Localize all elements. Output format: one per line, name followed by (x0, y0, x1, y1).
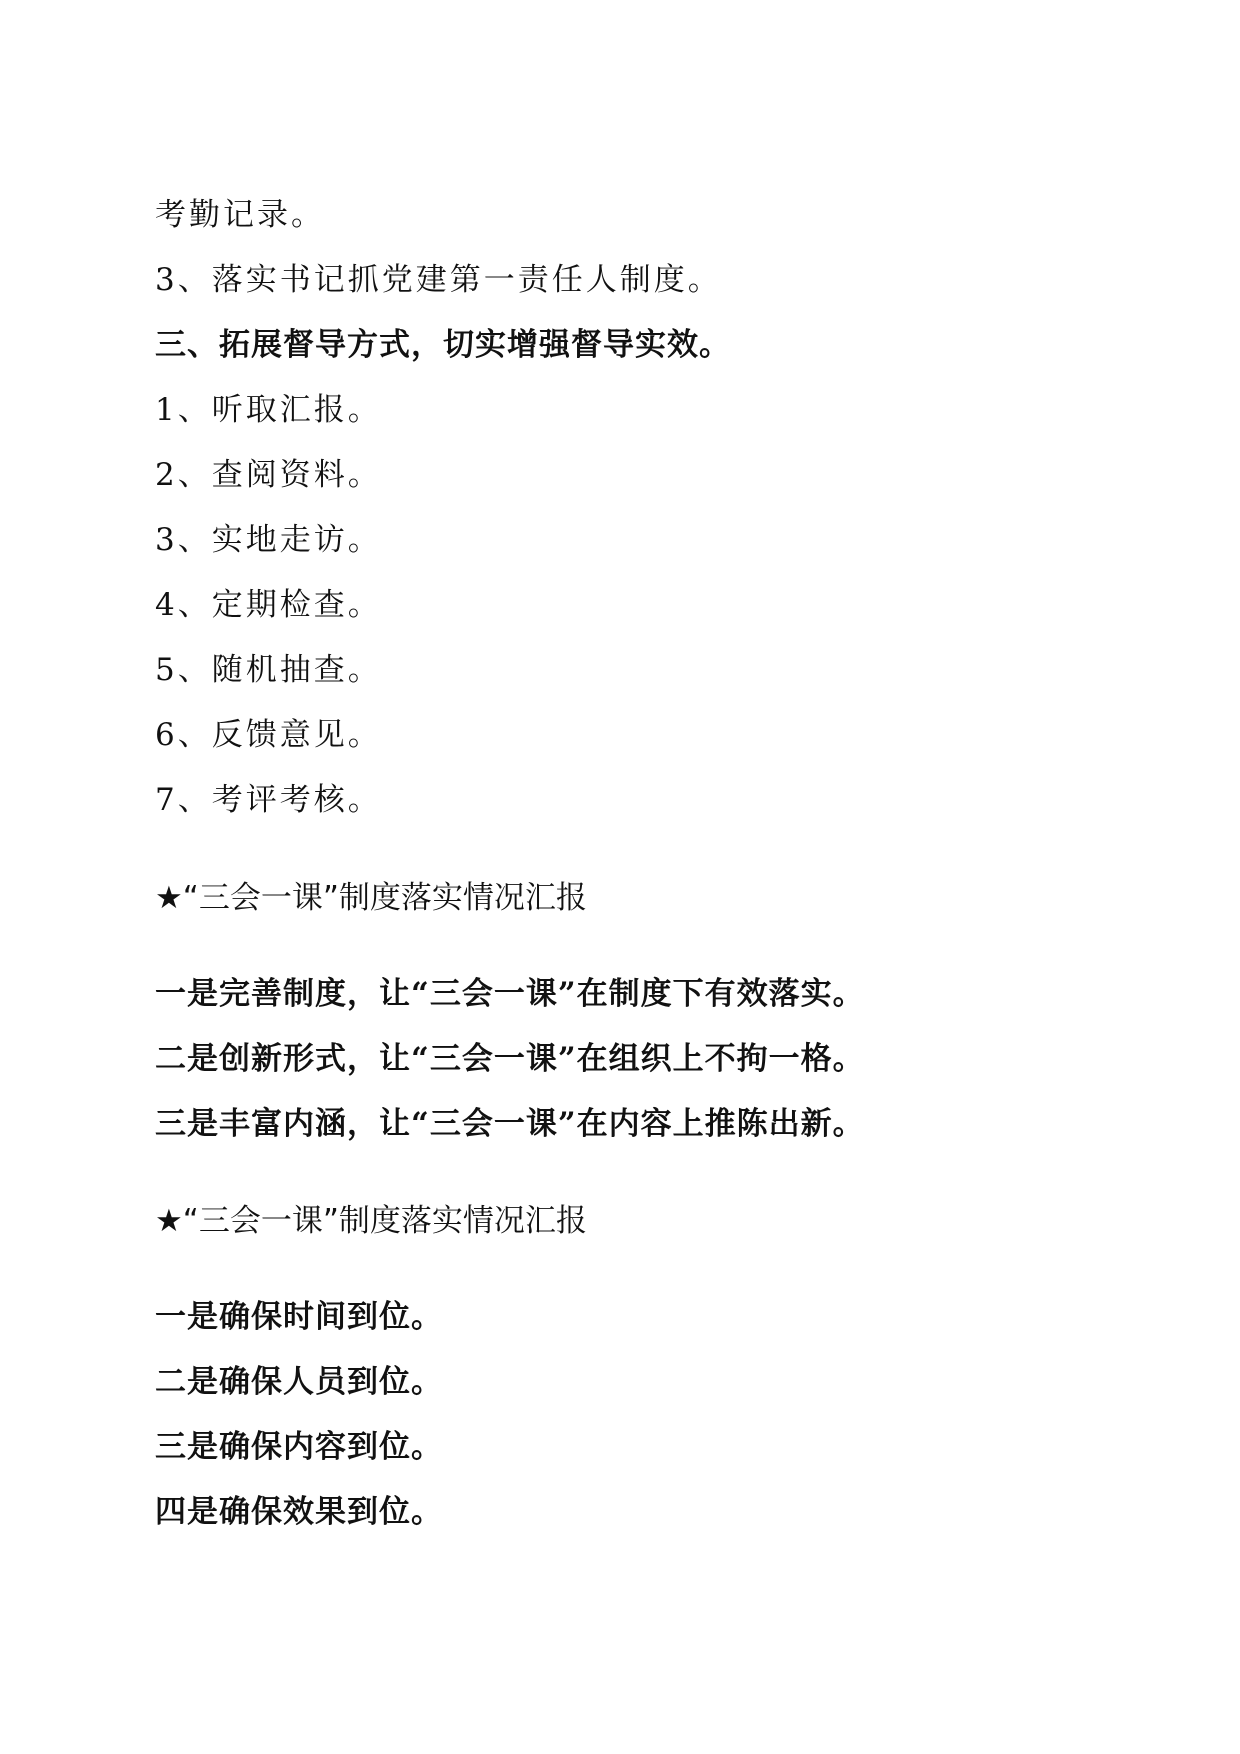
point-1-improve-system: 一是完善制度，让“三会一课”在制度下有效落实。 (155, 976, 865, 1012)
report-heading-1: ★“三会一课”制度落实情况汇报 (155, 880, 587, 916)
point-3-enrich-content: 三是丰富内涵，让“三会一课”在内容上推陈出新。 (155, 1106, 865, 1142)
list-item-6: 6、反馈意见。 (155, 717, 382, 753)
point-4-effect: 四是确保效果到位。 (155, 1494, 443, 1530)
point-2-innovate-form: 二是创新形式，让“三会一课”在组织上不拘一格。 (155, 1041, 865, 1077)
text-line-attendance: 考勤记录。 (155, 197, 325, 233)
point-1-time: 一是确保时间到位。 (155, 1299, 443, 1335)
list-item-5: 5、随机抽查。 (155, 652, 382, 688)
point-2-personnel: 二是确保人员到位。 (155, 1364, 443, 1400)
list-item-3: 3、实地走访。 (155, 522, 382, 558)
list-item-7: 7、考评考核。 (155, 782, 382, 818)
list-item-1: 1、听取汇报。 (155, 392, 382, 428)
list-item-2: 2、查阅资料。 (155, 457, 382, 493)
list-item-3-secretary: 3、落实书记抓党建第一责任人制度。 (155, 262, 722, 298)
report-heading-2: ★“三会一课”制度落实情况汇报 (155, 1203, 587, 1239)
section-heading-three: 三、拓展督导方式，切实增强督导实效。 (155, 327, 731, 363)
list-item-4: 4、定期检查。 (155, 587, 382, 623)
point-3-content: 三是确保内容到位。 (155, 1429, 443, 1465)
